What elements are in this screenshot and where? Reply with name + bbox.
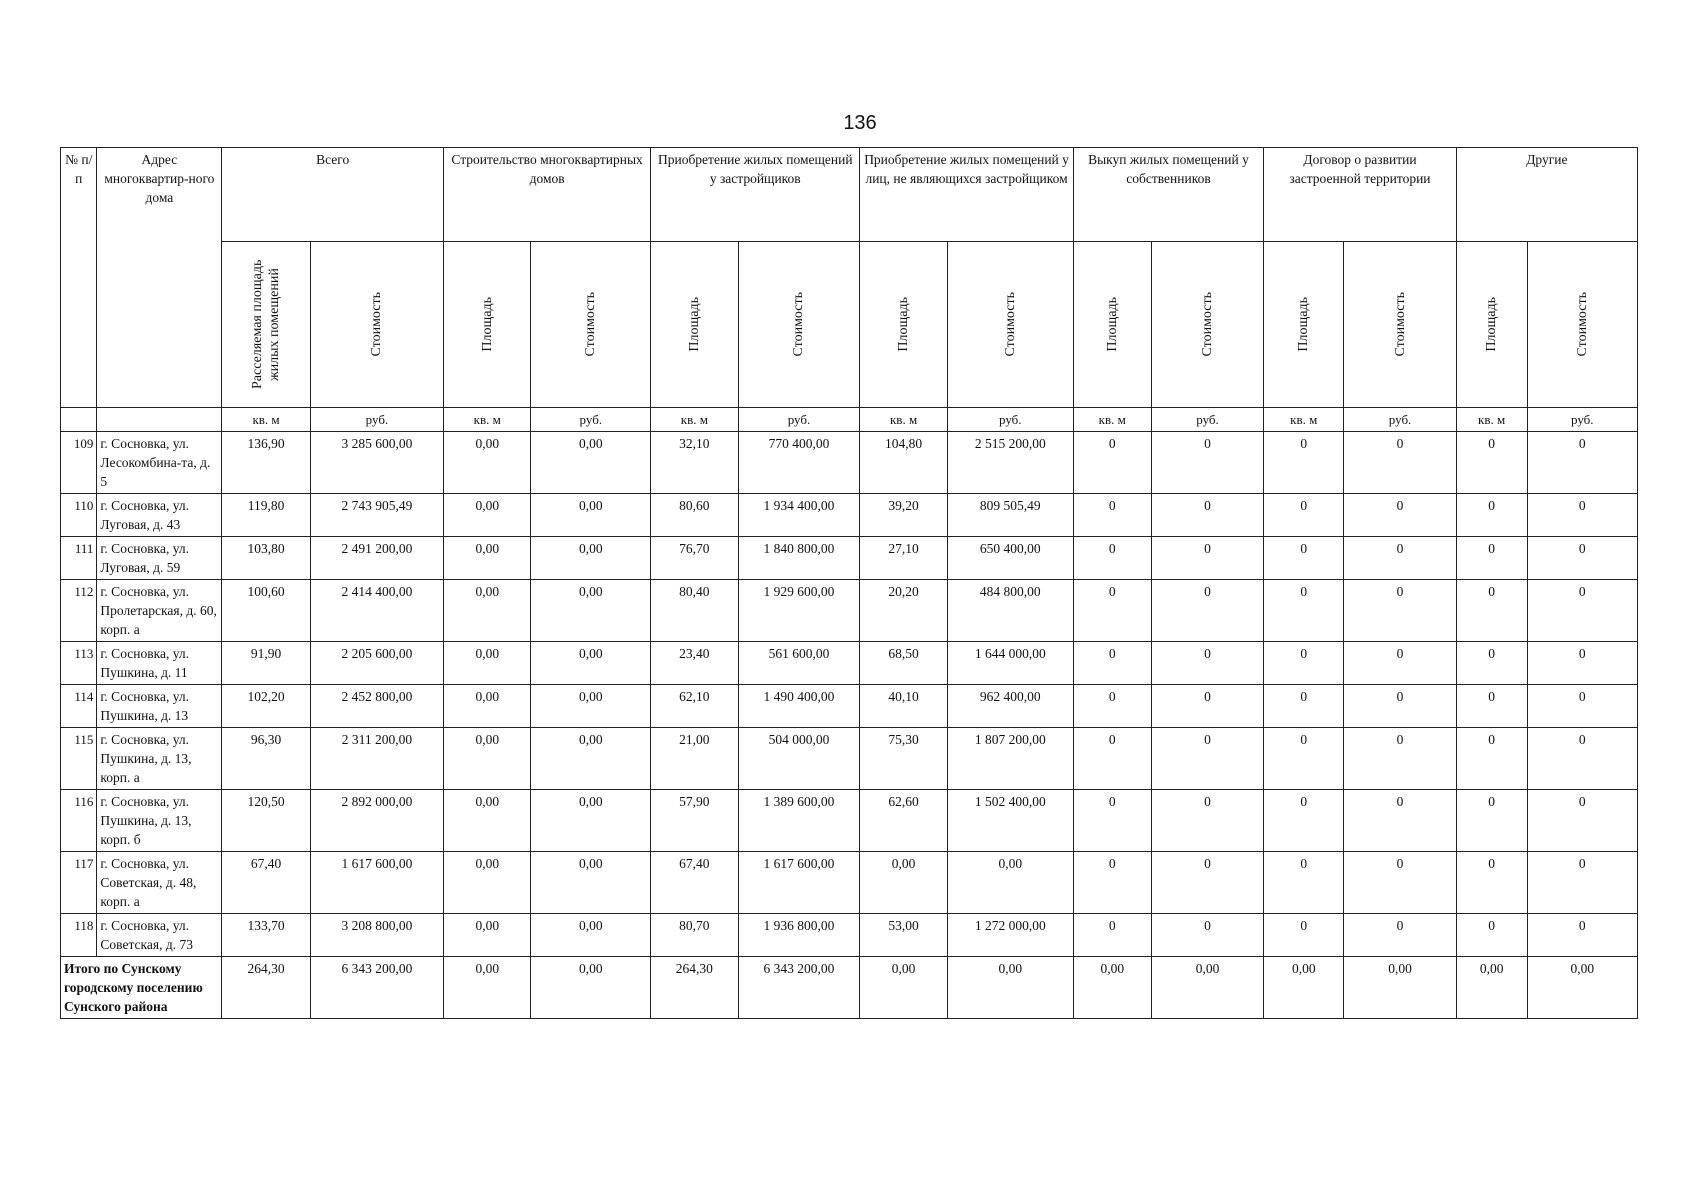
total-value: 0,00: [531, 957, 651, 1019]
row-value: 504 000,00: [738, 728, 860, 790]
row-value: 0,00: [531, 494, 651, 537]
row-value: 0: [1527, 914, 1637, 957]
row-value: 0: [1264, 432, 1344, 494]
row-value: 0,00: [531, 852, 651, 914]
subheader-label: Стоимость: [1002, 292, 1018, 357]
row-number: 109: [61, 432, 97, 494]
unit-cell: руб.: [738, 408, 860, 432]
row-value: 0: [1151, 914, 1263, 957]
row-value: 0: [1073, 642, 1151, 685]
row-value: 0: [1151, 642, 1263, 685]
row-value: 0,00: [531, 685, 651, 728]
subheader-cell: [1344, 242, 1456, 408]
row-value: 2 515 200,00: [947, 432, 1073, 494]
row-value: 0: [1073, 537, 1151, 580]
row-value: 561 600,00: [738, 642, 860, 685]
row-value: 0: [1456, 790, 1527, 852]
row-number: 116: [61, 790, 97, 852]
subheader-cell: [860, 242, 947, 408]
header-group-total: Всего: [222, 148, 444, 242]
row-value: 0: [1456, 685, 1527, 728]
row-value: 1 617 600,00: [738, 852, 860, 914]
unit-cell: руб.: [531, 408, 651, 432]
row-address: г. Сосновка, ул. Пушкина, д. 11: [97, 642, 222, 685]
subheader-cell: [1151, 242, 1263, 408]
row-value: 0: [1344, 580, 1456, 642]
row-value: 100,60: [222, 580, 310, 642]
row-value: 0: [1073, 914, 1151, 957]
row-value: 0: [1264, 728, 1344, 790]
row-value: 0: [1456, 914, 1527, 957]
subheader-cell: [947, 242, 1073, 408]
row-value: 0,00: [444, 494, 531, 537]
unit-cell: руб.: [1151, 408, 1263, 432]
row-address: г. Сосновка, ул. Луговая, д. 43: [97, 494, 222, 537]
subheader-label: Площадь: [1296, 297, 1312, 352]
subheader-row: [61, 242, 1638, 408]
row-value: 3 208 800,00: [310, 914, 443, 957]
row-value: 0,00: [444, 728, 531, 790]
subheader-label: Площадь: [1104, 297, 1120, 352]
row-value: 0: [1344, 914, 1456, 957]
table-row: [61, 790, 1638, 852]
row-value: 0: [1151, 728, 1263, 790]
table-row: [61, 494, 1638, 537]
subheader-cell: [444, 242, 531, 408]
row-value: 76,70: [651, 537, 738, 580]
total-value: 0,00: [1344, 957, 1456, 1019]
table-row: [61, 914, 1638, 957]
row-value: 96,30: [222, 728, 310, 790]
row-value: 0: [1073, 580, 1151, 642]
row-value: 80,40: [651, 580, 738, 642]
row-value: 0,00: [444, 432, 531, 494]
row-value: 0: [1527, 537, 1637, 580]
row-value: 0: [1527, 580, 1637, 642]
unit-cell: кв. м: [1073, 408, 1151, 432]
unit-cell: кв. м: [1264, 408, 1344, 432]
unit-cell: кв. м: [1456, 408, 1527, 432]
row-value: 2 414 400,00: [310, 580, 443, 642]
row-value: 2 452 800,00: [310, 685, 443, 728]
row-value: 0: [1264, 642, 1344, 685]
units-blank: [97, 408, 222, 432]
header-group-other: Другие: [1456, 148, 1637, 242]
table-row: [61, 580, 1638, 642]
row-number: 111: [61, 537, 97, 580]
row-value: 0: [1344, 537, 1456, 580]
row-value: 809 505,49: [947, 494, 1073, 537]
row-value: 0: [1527, 432, 1637, 494]
unit-cell: руб.: [947, 408, 1073, 432]
row-value: 0: [1073, 685, 1151, 728]
row-value: 2 892 000,00: [310, 790, 443, 852]
row-value: 0: [1151, 790, 1263, 852]
row-value: 1 934 400,00: [738, 494, 860, 537]
units-row: [61, 408, 1638, 432]
row-value: 68,50: [860, 642, 947, 685]
subheader-cell: [651, 242, 738, 408]
table-row: [61, 642, 1638, 685]
row-value: 0,00: [531, 580, 651, 642]
row-value: 0: [1527, 790, 1637, 852]
total-value: 0,00: [860, 957, 947, 1019]
header-group-purchase-developers: Приобретение жилых помещений у застройщиков: [651, 148, 860, 242]
row-value: 962 400,00: [947, 685, 1073, 728]
row-value: 21,00: [651, 728, 738, 790]
row-value: 0: [1264, 852, 1344, 914]
total-label: Итого по Сунскому городскому поселению Сунского района: [61, 957, 222, 1019]
row-value: 1 502 400,00: [947, 790, 1073, 852]
unit-cell: кв. м: [860, 408, 947, 432]
row-value: 0,00: [531, 914, 651, 957]
page-number: 136: [843, 112, 877, 134]
subheader-cell: [1264, 242, 1344, 408]
subheader-label: Площадь: [479, 297, 495, 352]
subheader-cell: [738, 242, 860, 408]
row-number: 112: [61, 580, 97, 642]
total-value: 0,00: [1264, 957, 1344, 1019]
row-value: 0,00: [531, 432, 651, 494]
row-value: 0,00: [444, 852, 531, 914]
row-number: 115: [61, 728, 97, 790]
total-value: 6 343 200,00: [310, 957, 443, 1019]
row-value: 0,00: [444, 685, 531, 728]
row-value: 0: [1456, 537, 1527, 580]
row-address: г. Сосновка, ул. Пушкина, д. 13: [97, 685, 222, 728]
row-value: 0: [1344, 790, 1456, 852]
total-value: 6 343 200,00: [738, 957, 860, 1019]
row-value: 0,00: [444, 790, 531, 852]
total-value: 264,30: [222, 957, 310, 1019]
row-value: 0,00: [444, 642, 531, 685]
row-value: 1 490 400,00: [738, 685, 860, 728]
row-value: 0,00: [531, 790, 651, 852]
row-value: 23,40: [651, 642, 738, 685]
row-address: г. Сосновка, ул. Пушкина, д. 13, корп. б: [97, 790, 222, 852]
subheader-label: Площадь: [896, 297, 912, 352]
row-value: 1 840 800,00: [738, 537, 860, 580]
row-value: 0: [1527, 852, 1637, 914]
subheader-label: Стоимость: [1200, 292, 1215, 357]
header-address: Адрес многоквартир-ного дома: [97, 148, 222, 408]
row-value: 57,90: [651, 790, 738, 852]
subheader-label: Площадь: [1484, 297, 1500, 352]
row-value: 62,60: [860, 790, 947, 852]
row-value: 0: [1151, 494, 1263, 537]
subheader-label: Площадь: [686, 297, 702, 352]
row-value: 0: [1527, 642, 1637, 685]
unit-cell: кв. м: [651, 408, 738, 432]
row-value: 80,70: [651, 914, 738, 957]
row-value: 120,50: [222, 790, 310, 852]
row-value: 91,90: [222, 642, 310, 685]
row-value: 0: [1456, 728, 1527, 790]
subheader-cell: [1073, 242, 1151, 408]
total-value: 0,00: [1527, 957, 1637, 1019]
row-value: 0: [1456, 852, 1527, 914]
row-value: 75,30: [860, 728, 947, 790]
row-value: 0,00: [444, 914, 531, 957]
subheader-label: Стоимость: [583, 292, 599, 357]
units-blank: [61, 408, 97, 432]
row-value: 102,20: [222, 685, 310, 728]
header-group-development-contract: Договор о развитии застроенной территории: [1264, 148, 1457, 242]
table-row: [61, 537, 1638, 580]
row-value: 0: [1456, 642, 1527, 685]
table-row: [61, 685, 1638, 728]
total-value: 0,00: [947, 957, 1073, 1019]
header-group-buyout: Выкуп жилых помещений у собственников: [1073, 148, 1263, 242]
row-number: 110: [61, 494, 97, 537]
row-value: 0: [1264, 914, 1344, 957]
row-value: 1 617 600,00: [310, 852, 443, 914]
total-value: 0,00: [1456, 957, 1527, 1019]
row-value: 67,40: [651, 852, 738, 914]
row-value: 0: [1344, 494, 1456, 537]
row-value: 20,20: [860, 580, 947, 642]
row-value: 0: [1073, 790, 1151, 852]
row-value: 0: [1264, 494, 1344, 537]
subheader-cell: [222, 242, 310, 408]
row-value: 2 743 905,49: [310, 494, 443, 537]
row-value: 0: [1073, 728, 1151, 790]
row-value: 0: [1456, 494, 1527, 537]
row-value: 0: [1264, 537, 1344, 580]
row-value: 0,00: [531, 537, 651, 580]
row-value: 119,80: [222, 494, 310, 537]
row-address: г. Сосновка, ул. Пролетарская, д. 60, корп. а: [97, 580, 222, 642]
row-address: г. Сосновка, ул. Советская, д. 73: [97, 914, 222, 957]
row-number: 117: [61, 852, 97, 914]
housing-table: [60, 147, 1638, 1019]
header-num: № п/п: [61, 148, 97, 408]
row-value: 3 285 600,00: [310, 432, 443, 494]
row-value: 0: [1073, 432, 1151, 494]
table-row: [61, 432, 1638, 494]
row-value: 0,00: [531, 642, 651, 685]
row-value: 1 807 200,00: [947, 728, 1073, 790]
unit-cell: руб.: [1527, 408, 1637, 432]
row-value: 62,10: [651, 685, 738, 728]
row-value: 1 929 600,00: [738, 580, 860, 642]
row-value: 0: [1151, 685, 1263, 728]
row-value: 53,00: [860, 914, 947, 957]
row-value: 0: [1151, 580, 1263, 642]
row-value: 0: [1264, 685, 1344, 728]
row-value: 1 644 000,00: [947, 642, 1073, 685]
row-value: 2 491 200,00: [310, 537, 443, 580]
row-value: 0: [1151, 852, 1263, 914]
unit-cell: кв. м: [222, 408, 310, 432]
row-value: 133,70: [222, 914, 310, 957]
unit-cell: руб.: [1344, 408, 1456, 432]
row-value: 0,00: [444, 537, 531, 580]
row-address: г. Сосновка, ул. Пушкина, д. 13, корп. а: [97, 728, 222, 790]
unit-cell: кв. м: [444, 408, 531, 432]
row-value: 1 272 000,00: [947, 914, 1073, 957]
row-value: 0: [1073, 494, 1151, 537]
row-value: 136,90: [222, 432, 310, 494]
row-value: 0: [1344, 432, 1456, 494]
row-value: 27,10: [860, 537, 947, 580]
row-number: 114: [61, 685, 97, 728]
subheader-label: Стоимость: [369, 292, 385, 357]
row-value: 0: [1073, 852, 1151, 914]
subheader-cell: [310, 242, 443, 408]
row-value: 0: [1151, 537, 1263, 580]
row-address: г. Сосновка, ул. Лесокомбина-та, д. 5: [97, 432, 222, 494]
row-value: 0: [1456, 432, 1527, 494]
row-value: 2 205 600,00: [310, 642, 443, 685]
row-value: 0,00: [531, 728, 651, 790]
row-value: 0,00: [947, 852, 1073, 914]
total-value: 0,00: [1073, 957, 1151, 1019]
table-row: [61, 728, 1638, 790]
subheader-cell: [1456, 242, 1527, 408]
subheader-cell: [1527, 242, 1637, 408]
total-value: 264,30: [651, 957, 738, 1019]
row-value: 80,60: [651, 494, 738, 537]
row-value: 770 400,00: [738, 432, 860, 494]
total-row: [61, 957, 1638, 1019]
header-group-purchase-non-developers: Приобретение жилых помещений у лиц, не являющихся застройщиком: [860, 148, 1073, 242]
row-value: 2 311 200,00: [310, 728, 443, 790]
row-value: 484 800,00: [947, 580, 1073, 642]
row-value: 1 389 600,00: [738, 790, 860, 852]
table-body: [61, 432, 1638, 1019]
row-number: 118: [61, 914, 97, 957]
row-value: 0,00: [860, 852, 947, 914]
row-value: 1 936 800,00: [738, 914, 860, 957]
row-value: 39,20: [860, 494, 947, 537]
total-value: 0,00: [1151, 957, 1263, 1019]
row-value: 0: [1527, 728, 1637, 790]
row-value: 0: [1151, 432, 1263, 494]
row-value: 0: [1527, 494, 1637, 537]
table-header: [61, 148, 1638, 432]
row-value: 0,00: [444, 580, 531, 642]
row-value: 0: [1344, 642, 1456, 685]
total-value: 0,00: [444, 957, 531, 1019]
row-value: 67,40: [222, 852, 310, 914]
subheader-label: Стоимость: [1392, 292, 1408, 357]
row-value: 0: [1264, 580, 1344, 642]
unit-cell: руб.: [310, 408, 443, 432]
row-address: г. Сосновка, ул. Советская, д. 48, корп. а: [97, 852, 222, 914]
subheader-label: Расселяемая площадь жилых помещений: [250, 259, 283, 390]
row-number: 113: [61, 642, 97, 685]
row-value: 0: [1527, 685, 1637, 728]
subheader-label: Стоимость: [791, 292, 807, 357]
subheader-cell: [531, 242, 651, 408]
row-value: 40,10: [860, 685, 947, 728]
row-value: 0: [1344, 852, 1456, 914]
subheader-label: Стоимость: [1574, 292, 1590, 357]
row-value: 32,10: [651, 432, 738, 494]
row-value: 0: [1264, 790, 1344, 852]
row-address: г. Сосновка, ул. Луговая, д. 59: [97, 537, 222, 580]
row-value: 650 400,00: [947, 537, 1073, 580]
row-value: 0: [1456, 580, 1527, 642]
table-row: [61, 852, 1638, 914]
row-value: 0: [1344, 728, 1456, 790]
row-value: 0: [1344, 685, 1456, 728]
row-value: 103,80: [222, 537, 310, 580]
header-group-construction: Строительство многоквартирных домов: [444, 148, 651, 242]
row-value: 104,80: [860, 432, 947, 494]
